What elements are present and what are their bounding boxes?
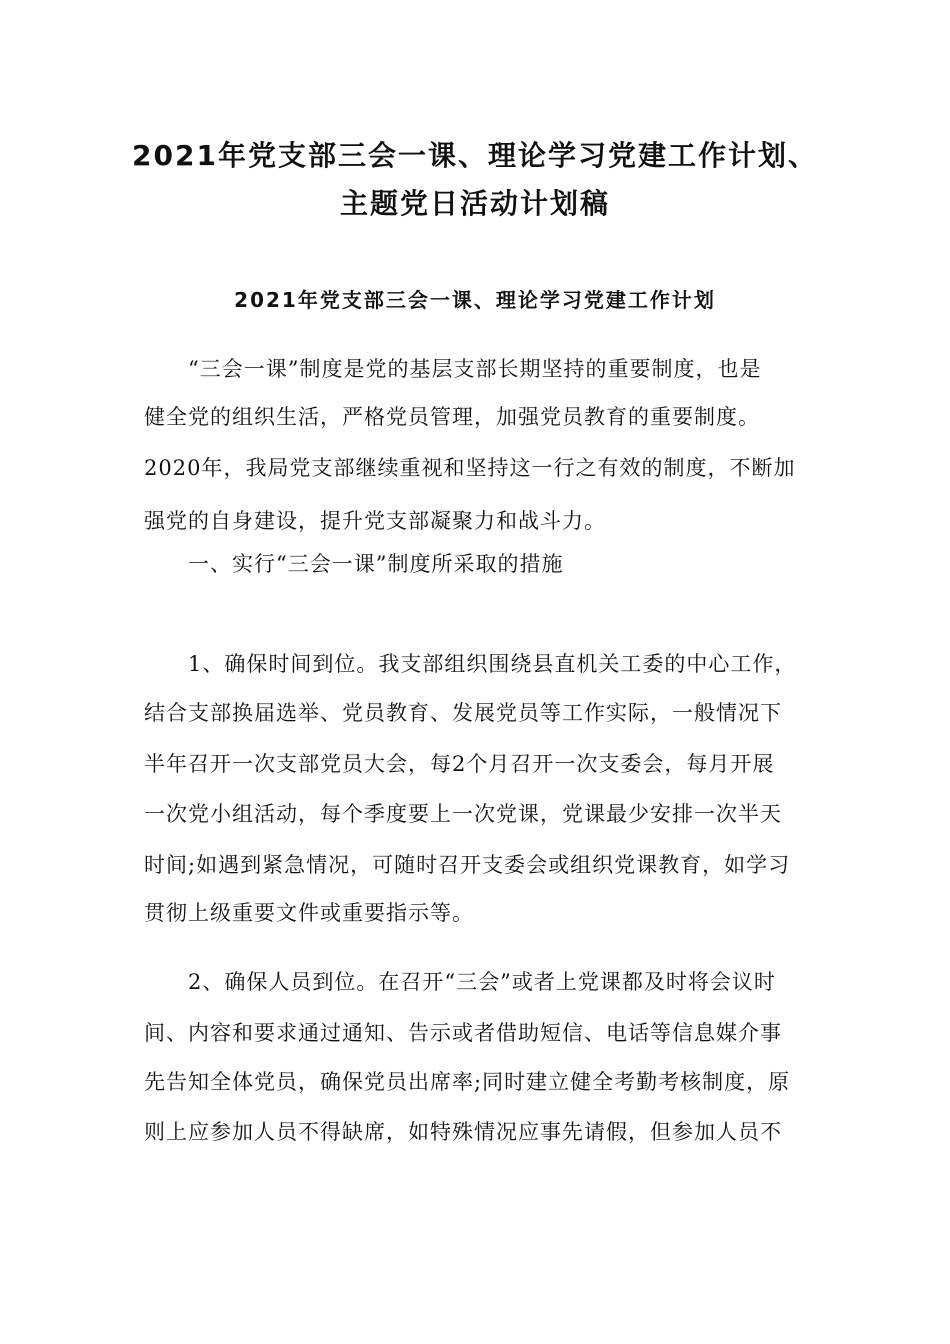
paragraph-line: “三会一课”制度是党的基层支部长期坚持的重要制度，也是 [188, 357, 762, 381]
paragraph-line: 则上应参加人员不得缺席，如特殊情况应事先请假，但参加人员不 [144, 1120, 782, 1144]
paragraph-line: 健全党的组织生活，严格党员管理，加强党员教育的重要制度。 [144, 405, 760, 429]
paragraph-line: 结合支部换届选举、党员教育、发展党员等工作实际，一般情况下 [144, 701, 782, 725]
section-subtitle: 2021年党支部三会一课、理论学习党建工作计划 [234, 288, 716, 312]
paragraph-line: 2、确保人员到位。在召开“三会”或者上党课都及时将会议时 [188, 970, 776, 994]
paragraph-line: 强党的自身建设，提升党支部凝聚力和战斗力。 [144, 509, 606, 533]
paragraph-line: 先告知全体党员，确保党员出席率;同时建立健全考勤考核制度，原 [144, 1070, 791, 1094]
section-heading: 一、实行“三会一课”制度所采取的措施 [188, 552, 564, 576]
paragraph-line: 时间;如遇到紧急情况，可随时召开支委会或组织党课教育，如学习 [144, 853, 791, 877]
document-title-line-1: 2021年党支部三会一课、理论学习党建工作计划、 [132, 139, 818, 172]
paragraph-line: 间、内容和要求通过通知、告示或者借助短信、电话等信息媒介事 [144, 1021, 782, 1045]
paragraph-line: 1、确保时间到位。我支部组织围绕县直机关工委的中心工作， [188, 652, 797, 676]
paragraph-line: 一次党小组活动，每个季度要上一次党课，党课最少安排一次半天 [144, 802, 782, 826]
document-title-line-2: 主题党日活动计划稿 [339, 187, 610, 220]
paragraph-line: 2020年，我局党支部继续重视和坚持这一行之有效的制度，不断加 [144, 456, 796, 480]
paragraph-line: 半年召开一次支部党员大会，每2个月召开一次支委会，每月开展 [144, 752, 775, 776]
paragraph-line: 贯彻上级重要文件或重要指示等。 [144, 901, 474, 925]
